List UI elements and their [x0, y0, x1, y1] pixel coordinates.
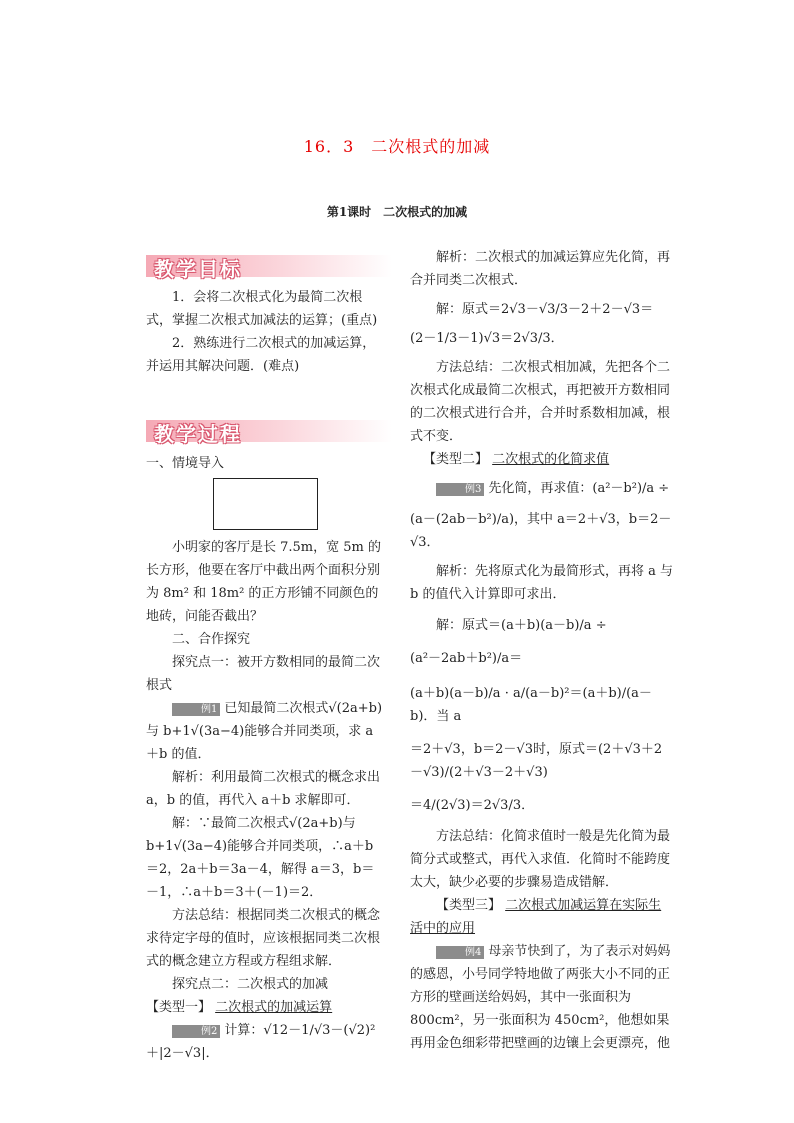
example-3-summary: 方法总结：化简求值时一般是先化简为最简分式或整式，再代入求值．化简时不能跨度太大，缺少必要的步骤易造成错解． [410, 829, 671, 890]
section-intro-heading: 一、情境导入 [146, 456, 225, 471]
example-4-tag: 例4 [436, 946, 484, 959]
section-explore-heading: 二、合作探究 [172, 632, 251, 647]
example-3-solution-1: 解：原式＝(a＋b)(a－b)/a ÷ [436, 618, 607, 633]
example-1 [146, 697, 386, 766]
example-3-tag: 例3 [436, 483, 484, 496]
goals-banner-label: 教学目标 [154, 257, 242, 281]
example-4 [410, 940, 674, 1055]
example-1-summary: 方法总结：根据同类二次根式的概念求待定字母的值时，应该根据同类二次根式的概念建立方程或方程组求解． [146, 908, 381, 969]
right-body [410, 246, 674, 1055]
example-3-solution-5: ＝4/(2√3)＝2√3/3． [410, 798, 535, 813]
type-2-heading [410, 448, 674, 471]
example-2-text: 计算：√12－1/√3－(√2)²＋|2－√3|． [146, 1023, 376, 1061]
type-2-label: 【类型二】 [423, 452, 489, 467]
type-1-title: 二次根式的加减运算 [215, 1000, 333, 1015]
example-3-line-1 [410, 477, 674, 500]
example-3-line-2: (a－(2ab－b²)/a)，其中 a＝2＋√3，b＝2－√3． [410, 512, 672, 550]
explore-point-1: 探究点一：被开方数相同的最简二次根式 [146, 655, 381, 693]
type-1-heading [146, 996, 386, 1019]
example-2-analysis: 解析：二次根式的加减运算应先化简，再合并同类二次根式． [410, 250, 671, 288]
type-3-title: 二次根式加减运算在实际生活中的应用 [410, 898, 662, 936]
goal-1: 1．会将二次根式化为最简二次根式，掌握二次根式加减法的运算；(重点) [146, 290, 378, 328]
example-3-analysis: 解析：先将原式化为最简形式，再将 a 与 b 的值代入计算即可求出． [410, 564, 674, 602]
example-3-text-1: 先化简，再求值：(a²－b²)/a ÷ [488, 481, 670, 496]
type-3-heading [410, 894, 674, 940]
example-3-solution-3: (a＋b)(a－b)/a · a/(a－b)²＝(a＋b)/(a－b)．当 a [410, 686, 652, 724]
example-2-tag: 例2 [172, 1025, 220, 1038]
example-2 [146, 1019, 386, 1065]
type-1-label: 【类型一】 [146, 1000, 212, 1015]
example-4-text: 母亲节快到了，为了表示对妈妈的感恩，小号同学特地做了两张大小不同的正方形的壁画送给妈妈，其中一张面积为 800cm²，另一张面积为 450cm²，他想如果再用金色细彩带把壁画的边镶上会更漂亮，他 [410, 944, 671, 1051]
type-2-title: 二次根式的化简求值 [492, 452, 610, 467]
example-1-analysis: 解析：利用最简二次根式的概念求出 a，b 的值，再代入 a＋b 求解即可． [146, 770, 381, 808]
example-1-solution: 解：∵最简二次根式√(2a+b)与 b+1√(3a−4)能够合并同类项，∴a＋b＝2，2a＋b＝3a－4，解得 a＝3，b＝－1，∴a＋b＝3＋(－1)＝2． [146, 816, 375, 900]
example-1-tag: 例1 [172, 703, 220, 716]
left-body [146, 536, 386, 1065]
explore-point-2: 探究点二：二次根式的加减 [172, 977, 329, 992]
rectangle-figure [213, 478, 318, 530]
example-2-solution-line-1: 解：原式＝2√3－√3/3－2＋2－√3＝ [436, 302, 654, 317]
page-title: 16．3 二次根式的加减 [303, 137, 491, 156]
lesson-subtitle: 第1课时 二次根式的加减 [326, 205, 468, 219]
example-2-solution-line-2: (2－1/3－1)√3＝2√3/3． [410, 331, 564, 346]
example-3-solution-4: ＝2＋√3，b＝2－√3时，原式＝(2＋√3＋2－√3)/(2＋√3－2＋√3) [410, 742, 663, 780]
example-2-summary: 方法总结：二次根式相加减，先把各个二次根式化成最简二次根式，再把被开方数相同的二次根式进行合并，合并时系数相加减，根式不变． [410, 360, 671, 444]
type-3-label: 【类型三】 [436, 898, 502, 913]
example-1-text: 已知最简二次根式√(2a+b)与 b+1√(3a−4)能够合并同类项，求 a＋b 的值． [146, 701, 383, 762]
intro-text: 小明家的客厅是长 7.5m，宽 5m 的长方形，他要在客厅中截出两个面积分别为 8m² 和 18m² 的正方形铺不同颜色的地砖，问能否截出？ [146, 540, 381, 624]
example-3-solution-2: (a²－2ab＋b²)/a＝ [410, 651, 523, 666]
process-banner [146, 420, 392, 446]
process-banner-label: 教学过程 [154, 422, 242, 446]
goal-2: 2．熟练进行二次根式的加减运算，并运用其解决问题．(难点) [146, 336, 376, 374]
goals-list [146, 286, 386, 378]
goals-banner [146, 255, 392, 281]
